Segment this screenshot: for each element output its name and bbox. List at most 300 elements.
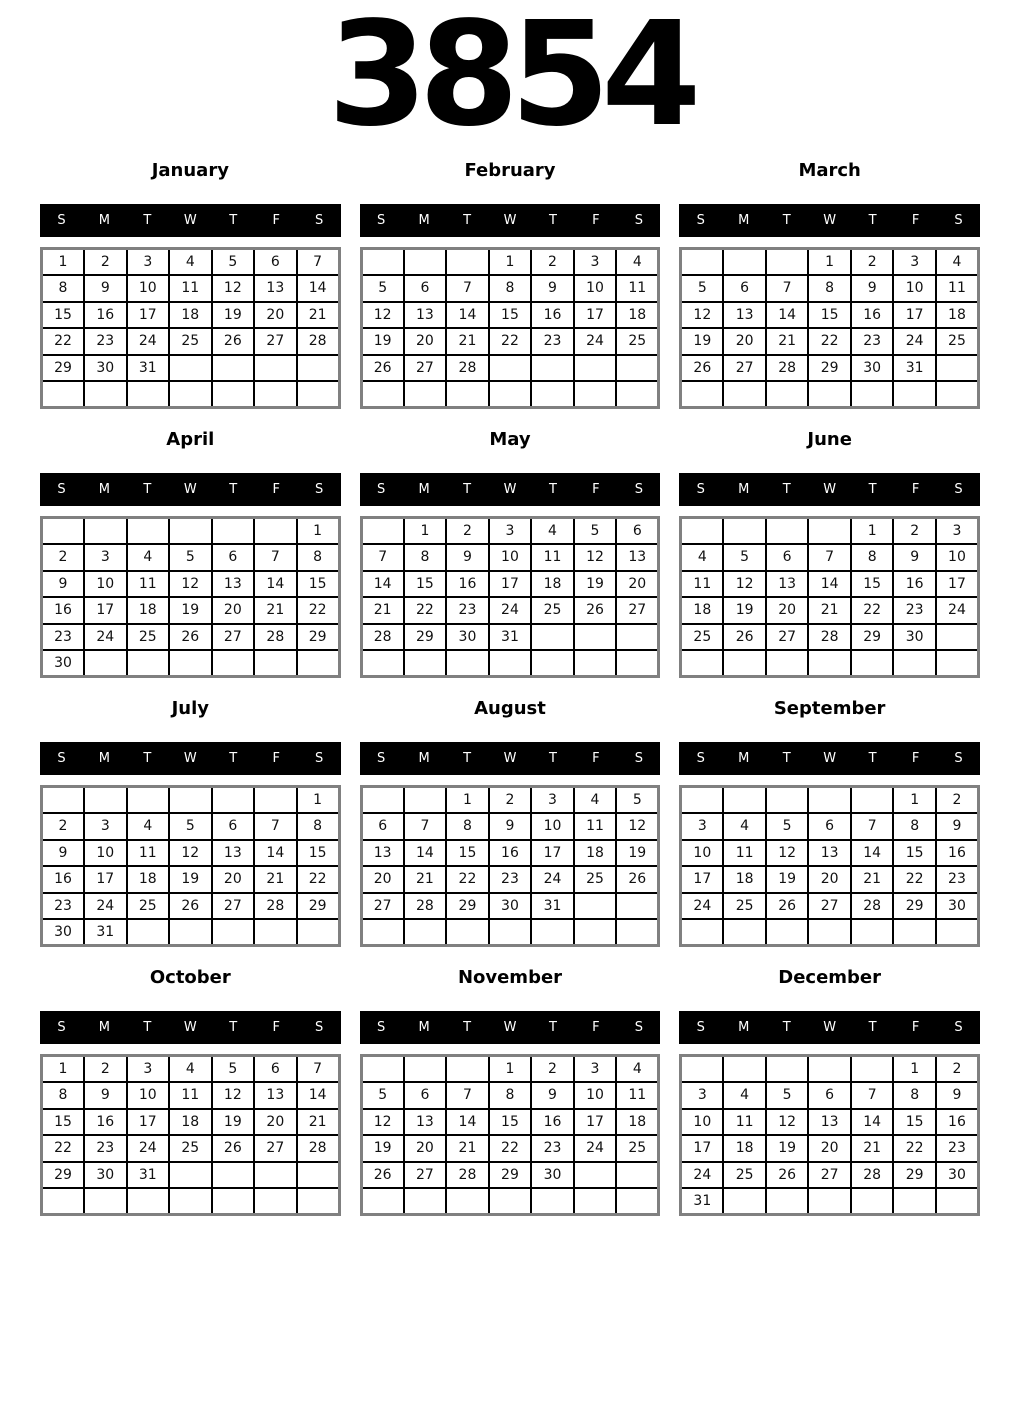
week-row [681, 1188, 979, 1215]
day-cell: 6 [254, 1056, 297, 1083]
day-cell: 2 [42, 544, 85, 571]
day-cell: 25 [169, 328, 212, 355]
day-cell: 15 [808, 302, 851, 329]
empty-day-cell [936, 919, 979, 946]
week-row [42, 355, 340, 382]
week-row [361, 624, 659, 651]
weekday-label: S [315, 482, 324, 497]
day-cell: 16 [42, 866, 85, 893]
day-cell: 19 [766, 1135, 809, 1162]
day-cell: 30 [84, 355, 127, 382]
day-cell: 5 [212, 1056, 255, 1083]
day-cell: 16 [851, 302, 894, 329]
day-cell: 5 [681, 275, 724, 302]
empty-day-cell [42, 787, 85, 814]
day-cell: 19 [681, 328, 724, 355]
month-title: April [166, 429, 215, 450]
day-cell: 27 [723, 355, 766, 382]
weekday-label: S [377, 213, 386, 228]
empty-day-cell [681, 919, 724, 946]
day-cell: 17 [574, 302, 617, 329]
day-cell: 11 [723, 1109, 766, 1136]
weekday-label: M [98, 1020, 111, 1035]
empty-day-cell [361, 518, 404, 545]
weekday-label: F [911, 482, 920, 497]
weekday-label: F [592, 482, 600, 497]
day-cell: 28 [446, 1162, 489, 1189]
day-cell: 24 [531, 866, 574, 893]
day-cell: 6 [616, 518, 659, 545]
day-cell: 4 [723, 1082, 766, 1109]
day-cell: 7 [808, 544, 851, 571]
empty-day-cell [404, 249, 447, 276]
day-cell: 3 [893, 249, 936, 276]
day-cell: 11 [616, 275, 659, 302]
day-cell: 15 [446, 840, 489, 867]
weekday-label: S [377, 1020, 386, 1035]
weekday-label: F [911, 1020, 920, 1035]
day-cell: 29 [446, 893, 489, 920]
week-row [361, 597, 659, 624]
day-cell: 11 [169, 275, 212, 302]
empty-day-cell [808, 650, 851, 677]
day-cell: 30 [84, 1162, 127, 1189]
day-cell: 15 [489, 1109, 532, 1136]
day-cell: 18 [936, 302, 979, 329]
day-cell: 31 [531, 893, 574, 920]
empty-day-cell [212, 1188, 255, 1215]
day-cell: 21 [404, 866, 447, 893]
day-cell: 16 [489, 840, 532, 867]
empty-day-cell [254, 355, 297, 382]
empty-day-cell [297, 1162, 340, 1189]
empty-day-cell [404, 787, 447, 814]
weekday-label: S [954, 751, 963, 766]
day-cell: 21 [361, 597, 404, 624]
day-cell: 14 [297, 1082, 340, 1109]
day-cell: 18 [616, 1109, 659, 1136]
empty-day-cell [808, 787, 851, 814]
day-cell: 25 [127, 893, 170, 920]
day-cell: 16 [531, 1109, 574, 1136]
weekday-header-row [360, 742, 661, 775]
empty-day-cell [489, 355, 532, 382]
weekday-label: S [696, 1020, 705, 1035]
day-cell: 2 [42, 813, 85, 840]
day-cell: 24 [681, 893, 724, 920]
day-cell: 4 [616, 1056, 659, 1083]
day-cell: 14 [808, 571, 851, 598]
day-cell: 22 [297, 866, 340, 893]
day-cell: 3 [681, 1082, 724, 1109]
day-cell: 10 [489, 544, 532, 571]
weekday-label: T [782, 751, 791, 766]
empty-day-cell [681, 650, 724, 677]
empty-day-cell [851, 1188, 894, 1215]
month-grid [40, 785, 341, 947]
day-cell: 4 [681, 544, 724, 571]
weekday-label: T [868, 213, 877, 228]
weekday-label: S [315, 1020, 324, 1035]
empty-day-cell [361, 249, 404, 276]
empty-day-cell [446, 381, 489, 408]
week-row [361, 866, 659, 893]
weekday-label: S [57, 751, 66, 766]
week-row [681, 249, 979, 276]
empty-day-cell [212, 381, 255, 408]
month-title: March [798, 160, 861, 181]
week-row [42, 840, 340, 867]
empty-day-cell [297, 355, 340, 382]
day-cell: 12 [723, 571, 766, 598]
day-cell: 21 [851, 866, 894, 893]
day-cell: 22 [893, 1135, 936, 1162]
weekday-label: T [463, 1020, 472, 1035]
weekday-label: S [57, 1020, 66, 1035]
week-row [681, 650, 979, 677]
empty-day-cell [723, 1188, 766, 1215]
empty-day-cell [936, 381, 979, 408]
month-grid [360, 785, 661, 947]
empty-day-cell [616, 919, 659, 946]
day-cell: 15 [42, 302, 85, 329]
weekday-label: F [272, 751, 280, 766]
day-cell: 19 [169, 597, 212, 624]
day-cell: 5 [169, 813, 212, 840]
month-title: August [474, 698, 546, 719]
week-row [361, 840, 659, 867]
empty-day-cell [766, 650, 809, 677]
week-row [42, 893, 340, 920]
day-cell: 25 [936, 328, 979, 355]
day-cell: 3 [574, 1056, 617, 1083]
day-cell: 23 [489, 866, 532, 893]
day-cell: 23 [851, 328, 894, 355]
empty-day-cell [531, 1188, 574, 1215]
empty-day-cell [574, 893, 617, 920]
month-title: June [807, 429, 852, 450]
weekday-header-row [360, 1011, 661, 1044]
empty-day-cell [574, 650, 617, 677]
day-cell: 20 [766, 597, 809, 624]
weekday-label: T [143, 482, 152, 497]
empty-day-cell [212, 787, 255, 814]
empty-day-cell [254, 1188, 297, 1215]
empty-day-cell [893, 919, 936, 946]
empty-day-cell [297, 1188, 340, 1215]
day-cell: 28 [766, 355, 809, 382]
day-cell: 13 [212, 840, 255, 867]
day-cell: 4 [574, 787, 617, 814]
day-cell: 26 [169, 624, 212, 651]
weekday-label: M [418, 751, 430, 766]
day-cell: 19 [212, 1109, 255, 1136]
day-cell: 27 [404, 1162, 447, 1189]
day-cell: 16 [84, 1109, 127, 1136]
empty-day-cell [766, 1188, 809, 1215]
week-row [681, 518, 979, 545]
empty-day-cell [723, 1056, 766, 1083]
day-cell: 20 [361, 866, 404, 893]
day-cell: 13 [766, 571, 809, 598]
day-cell: 24 [127, 1135, 170, 1162]
empty-day-cell [254, 787, 297, 814]
day-cell: 25 [616, 1135, 659, 1162]
week-row [361, 328, 659, 355]
day-cell: 22 [808, 328, 851, 355]
empty-day-cell [404, 1188, 447, 1215]
day-cell: 11 [681, 571, 724, 598]
day-cell: 29 [489, 1162, 532, 1189]
empty-day-cell [127, 1188, 170, 1215]
weekday-label: T [868, 751, 877, 766]
day-cell: 28 [446, 355, 489, 382]
day-cell: 14 [766, 302, 809, 329]
weekday-label: W [823, 1020, 837, 1035]
day-cell: 13 [404, 302, 447, 329]
week-row [361, 1056, 659, 1083]
day-cell: 12 [169, 840, 212, 867]
empty-day-cell [574, 355, 617, 382]
empty-day-cell [42, 381, 85, 408]
day-cell: 17 [127, 302, 170, 329]
day-cell: 30 [936, 1162, 979, 1189]
day-cell: 22 [893, 866, 936, 893]
day-cell: 17 [84, 866, 127, 893]
day-cell: 16 [936, 1109, 979, 1136]
weekday-label: S [634, 213, 643, 228]
empty-day-cell [127, 787, 170, 814]
week-row [361, 1188, 659, 1215]
day-cell: 30 [42, 919, 85, 946]
empty-day-cell [404, 381, 447, 408]
week-row [42, 624, 340, 651]
empty-day-cell [766, 1056, 809, 1083]
day-cell: 31 [127, 1162, 170, 1189]
day-cell: 30 [446, 624, 489, 651]
day-cell: 28 [851, 893, 894, 920]
empty-day-cell [84, 650, 127, 677]
week-row [681, 571, 979, 598]
day-cell: 10 [127, 275, 170, 302]
day-cell: 28 [808, 624, 851, 651]
day-cell: 4 [936, 249, 979, 276]
day-cell: 22 [851, 597, 894, 624]
week-row [361, 275, 659, 302]
empty-day-cell [531, 919, 574, 946]
day-cell: 8 [808, 275, 851, 302]
month-grid [679, 247, 980, 409]
weekday-label: M [418, 213, 430, 228]
week-row [42, 597, 340, 624]
weekday-label: W [183, 1020, 197, 1035]
day-cell: 13 [254, 275, 297, 302]
empty-day-cell [936, 650, 979, 677]
day-cell: 6 [212, 813, 255, 840]
day-cell: 28 [254, 893, 297, 920]
weekday-label: M [418, 1020, 430, 1035]
day-cell: 24 [489, 597, 532, 624]
day-cell: 31 [893, 355, 936, 382]
day-cell: 21 [254, 597, 297, 624]
weekday-label: T [868, 482, 877, 497]
week-row [681, 840, 979, 867]
day-cell: 12 [574, 544, 617, 571]
day-cell: 10 [127, 1082, 170, 1109]
day-cell: 10 [936, 544, 979, 571]
day-cell: 25 [574, 866, 617, 893]
empty-day-cell [766, 787, 809, 814]
week-row [42, 381, 340, 408]
weekday-header-row [679, 1011, 980, 1044]
weekday-label: S [57, 213, 66, 228]
empty-day-cell [616, 1162, 659, 1189]
empty-day-cell [808, 919, 851, 946]
day-cell: 23 [42, 624, 85, 651]
day-cell: 8 [446, 813, 489, 840]
empty-day-cell [681, 787, 724, 814]
day-cell: 8 [893, 813, 936, 840]
weekday-label: F [911, 751, 920, 766]
empty-day-cell [808, 381, 851, 408]
empty-day-cell [212, 919, 255, 946]
week-row [361, 518, 659, 545]
empty-day-cell [84, 518, 127, 545]
empty-day-cell [851, 919, 894, 946]
day-cell: 22 [489, 328, 532, 355]
empty-day-cell [616, 355, 659, 382]
weekday-label: W [183, 213, 197, 228]
empty-day-cell [893, 381, 936, 408]
weekday-label: S [696, 482, 705, 497]
empty-day-cell [42, 1188, 85, 1215]
month-block [360, 967, 661, 1216]
day-cell: 9 [531, 275, 574, 302]
day-cell: 6 [361, 813, 404, 840]
day-cell: 4 [127, 544, 170, 571]
empty-day-cell [616, 624, 659, 651]
week-row [681, 893, 979, 920]
week-row [42, 302, 340, 329]
day-cell: 30 [851, 355, 894, 382]
day-cell: 3 [127, 249, 170, 276]
day-cell: 12 [212, 1082, 255, 1109]
empty-day-cell [446, 1056, 489, 1083]
empty-day-cell [574, 624, 617, 651]
day-cell: 26 [766, 1162, 809, 1189]
day-cell: 22 [404, 597, 447, 624]
day-cell: 5 [766, 813, 809, 840]
empty-day-cell [723, 518, 766, 545]
day-cell: 20 [808, 1135, 851, 1162]
day-cell: 29 [297, 893, 340, 920]
day-cell: 9 [851, 275, 894, 302]
week-row [681, 624, 979, 651]
month-block [40, 429, 341, 678]
weekday-label: S [57, 482, 66, 497]
week-row [42, 1109, 340, 1136]
month-title: October [149, 967, 231, 988]
empty-day-cell [169, 355, 212, 382]
day-cell: 2 [531, 249, 574, 276]
empty-day-cell [404, 650, 447, 677]
day-cell: 25 [616, 328, 659, 355]
day-cell: 23 [893, 597, 936, 624]
weekday-label: F [272, 482, 280, 497]
week-row [361, 571, 659, 598]
weekday-header-row [679, 473, 980, 506]
weekday-label: T [229, 482, 238, 497]
weekday-label: S [377, 482, 386, 497]
empty-day-cell [808, 1056, 851, 1083]
day-cell: 17 [84, 597, 127, 624]
month-grid [679, 516, 980, 678]
month-block [679, 967, 980, 1216]
day-cell: 6 [808, 1082, 851, 1109]
week-row [681, 381, 979, 408]
empty-day-cell [531, 650, 574, 677]
day-cell: 7 [361, 544, 404, 571]
day-cell: 15 [489, 302, 532, 329]
empty-day-cell [808, 1188, 851, 1215]
day-cell: 14 [851, 840, 894, 867]
weekday-label: T [229, 213, 238, 228]
day-cell: 23 [936, 1135, 979, 1162]
day-cell: 1 [42, 1056, 85, 1083]
weekday-label: T [229, 751, 238, 766]
day-cell: 14 [404, 840, 447, 867]
empty-day-cell [212, 518, 255, 545]
weekday-label: T [463, 482, 472, 497]
week-row [361, 919, 659, 946]
week-row [42, 518, 340, 545]
week-row [42, 787, 340, 814]
empty-day-cell [723, 650, 766, 677]
day-cell: 15 [297, 571, 340, 598]
empty-day-cell [574, 1162, 617, 1189]
day-cell: 9 [531, 1082, 574, 1109]
day-cell: 24 [84, 624, 127, 651]
day-cell: 11 [127, 840, 170, 867]
day-cell: 7 [297, 1056, 340, 1083]
week-row [361, 1135, 659, 1162]
day-cell: 5 [574, 518, 617, 545]
week-row [681, 787, 979, 814]
empty-day-cell [851, 787, 894, 814]
day-cell: 27 [254, 1135, 297, 1162]
week-row [681, 597, 979, 624]
day-cell: 9 [42, 840, 85, 867]
day-cell: 29 [808, 355, 851, 382]
day-cell: 1 [893, 787, 936, 814]
month-grid [40, 516, 341, 678]
day-cell: 11 [127, 571, 170, 598]
empty-day-cell [531, 355, 574, 382]
day-cell: 10 [681, 1109, 724, 1136]
day-cell: 29 [851, 624, 894, 651]
day-cell: 20 [254, 1109, 297, 1136]
empty-day-cell [574, 1188, 617, 1215]
day-cell: 24 [936, 597, 979, 624]
day-cell: 22 [489, 1135, 532, 1162]
day-cell: 18 [681, 597, 724, 624]
day-cell: 3 [84, 544, 127, 571]
day-cell: 22 [297, 597, 340, 624]
day-cell: 4 [127, 813, 170, 840]
day-cell: 30 [893, 624, 936, 651]
week-row [361, 381, 659, 408]
day-cell: 7 [446, 275, 489, 302]
